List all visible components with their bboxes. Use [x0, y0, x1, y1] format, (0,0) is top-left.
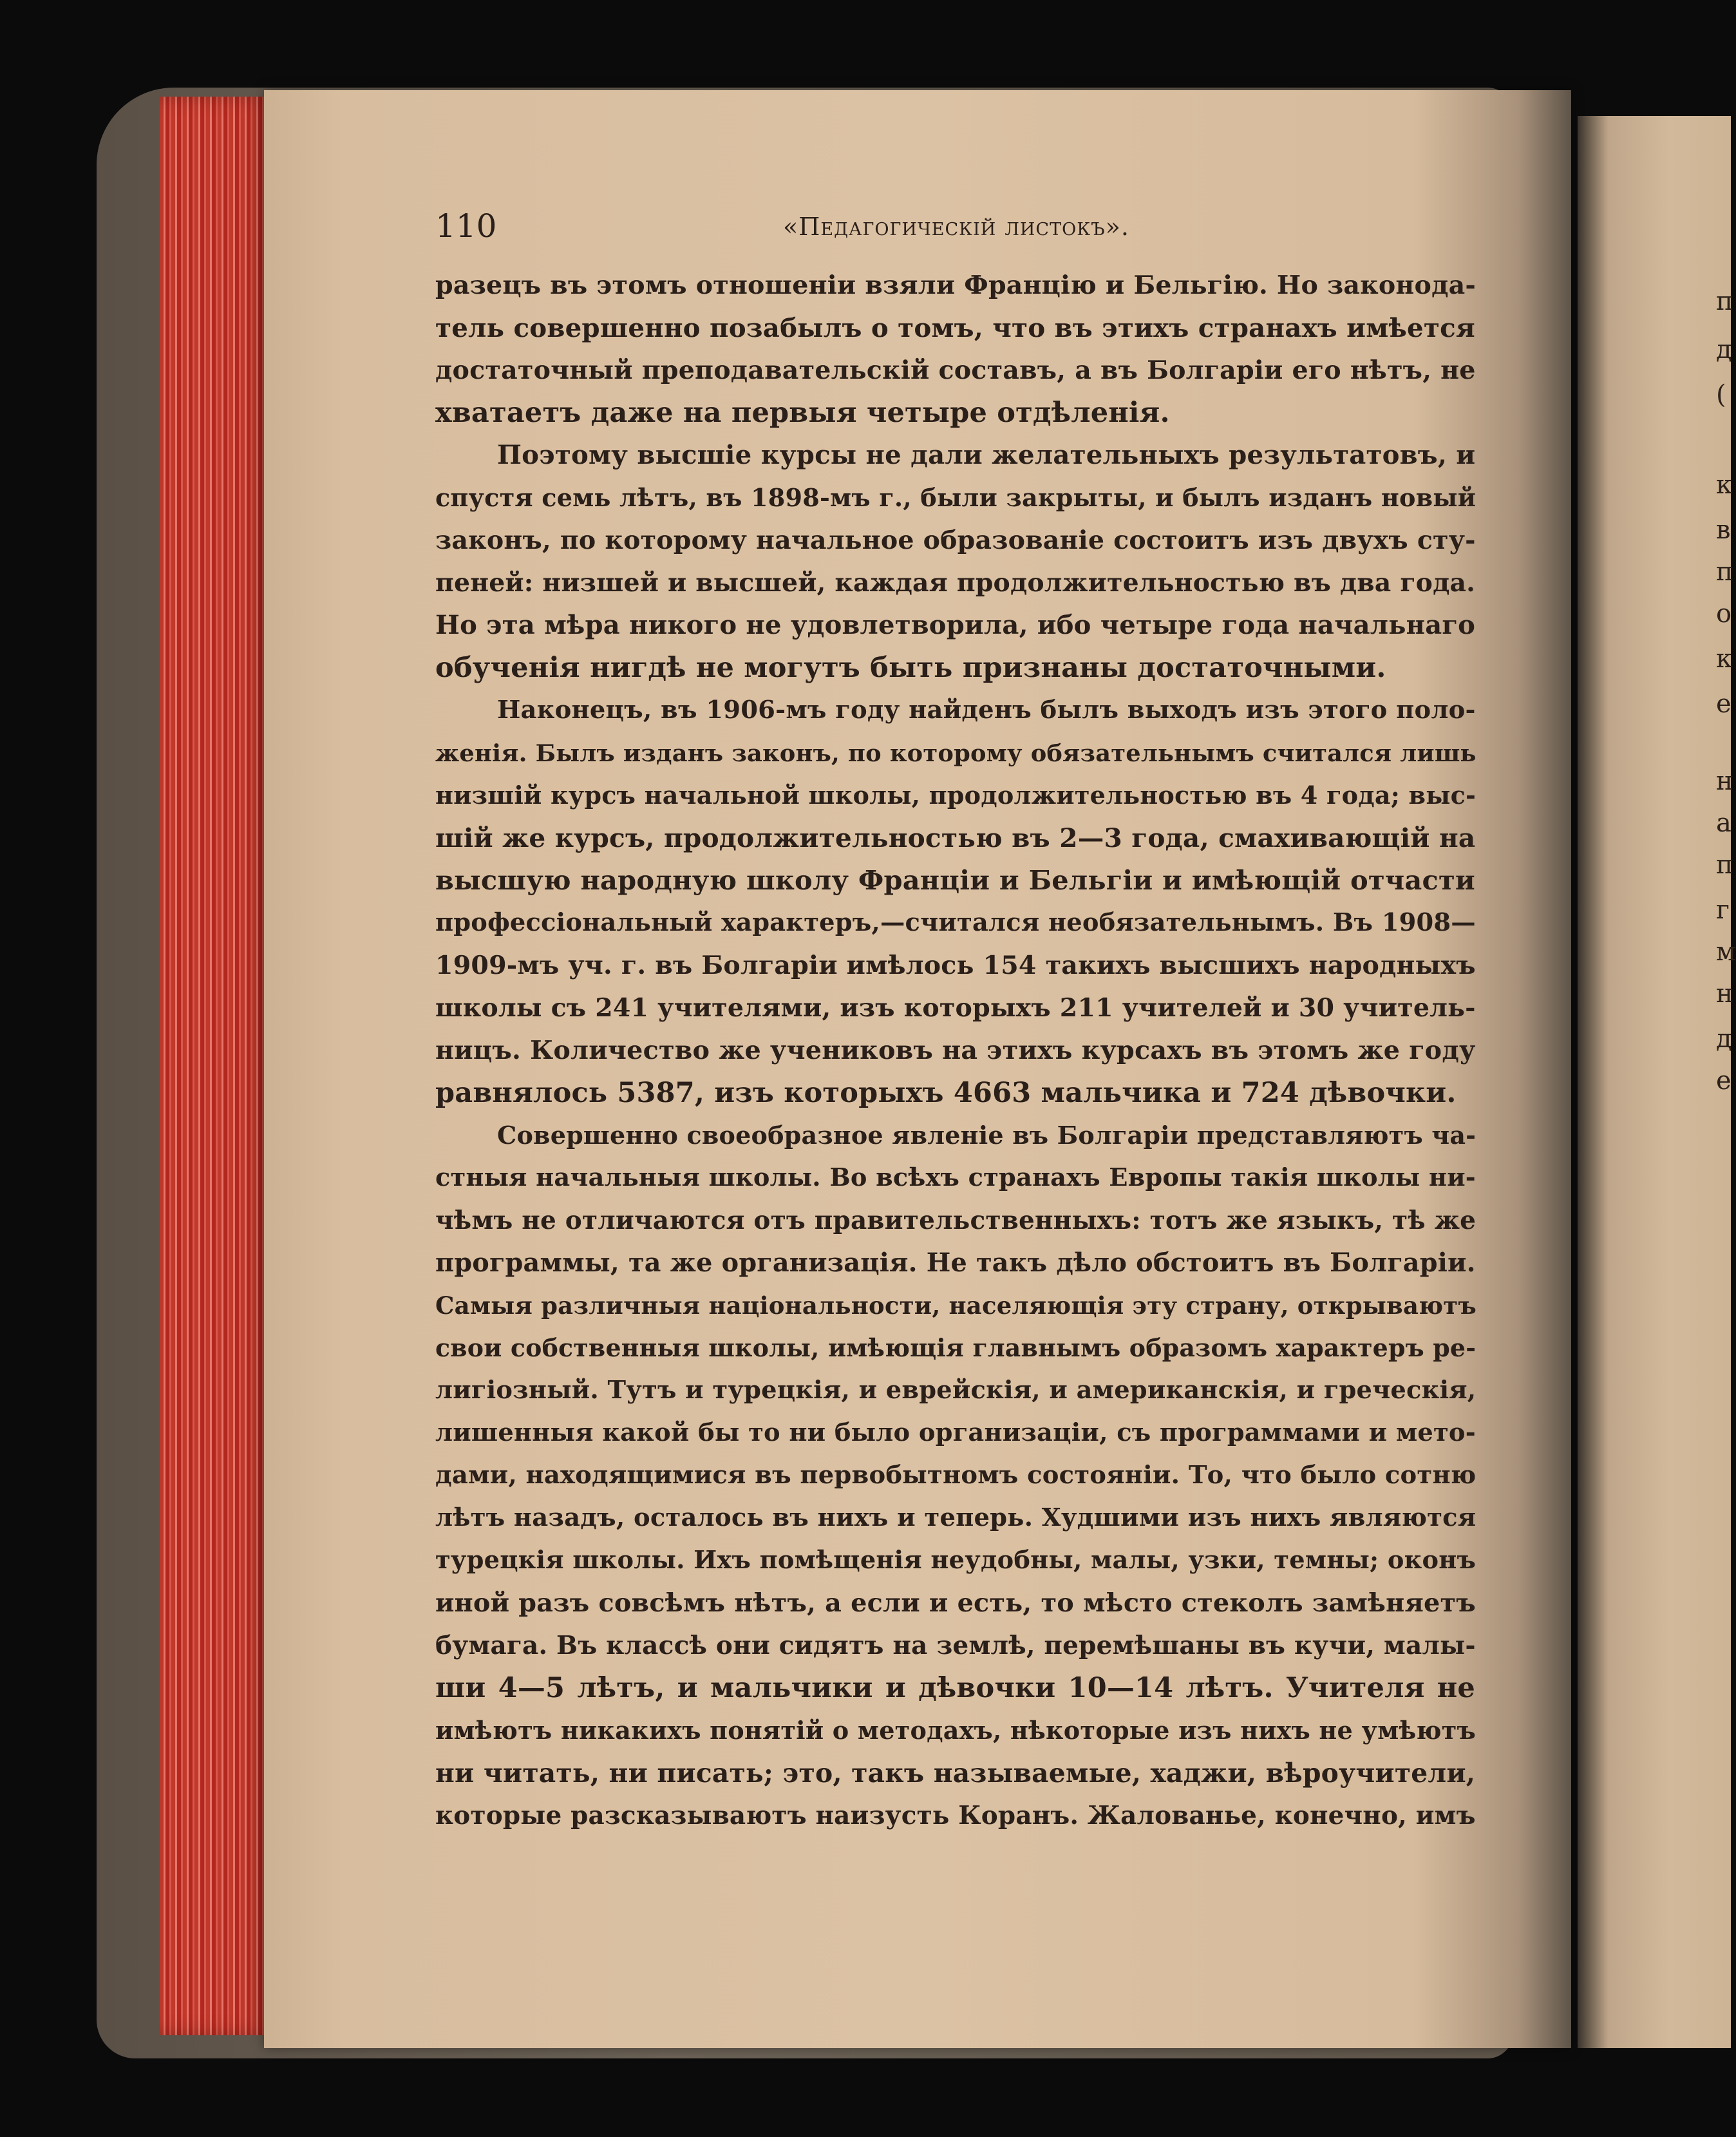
text-line: женія. Былъ изданъ законъ, по которому обязательнымъ считался лишь — [435, 739, 1477, 767]
text-line: равнялось 5387, изъ которыхъ 4663 мальчика и 724 дѣвочки. — [435, 1077, 1457, 1109]
text-line: ницъ. Количество же учениковъ на этихъ курсахъ въ этомъ же году — [435, 1036, 1476, 1065]
text-line: обученія нигдѣ не могутъ быть признаны достаточными. — [435, 652, 1386, 684]
next-page-fragment: к — [1716, 644, 1732, 674]
next-page-fragment: н — [1716, 766, 1733, 796]
next-page-fragment: м — [1716, 937, 1736, 967]
text-line: которые разсказываютъ наизусть Коранъ. Жалованье, конечно, имъ — [435, 1801, 1476, 1830]
next-page-fragment: п — [1716, 287, 1733, 316]
text-line: Совершенно своеобразное явленіе въ Болгаріи представляютъ ча- — [497, 1121, 1477, 1150]
page-number: 110 — [435, 207, 497, 245]
text-line: хватаетъ даже на первыя четыре отдѣленія. — [435, 397, 1170, 429]
text-line: лигіозный. Тутъ и турецкія, и еврейскія, и американскія, и греческія, — [435, 1376, 1477, 1405]
text-line: Поэтому высшіе курсы не дали желательныхъ результатовъ, и — [497, 440, 1476, 470]
journal-title: «Педагогическій листокъ». — [783, 213, 1129, 241]
page-text-block — [435, 200, 1475, 1837]
running-head — [435, 200, 1475, 264]
text-line: разецъ въ этомъ отношеніи взяли Францію и Бельгію. Но законода- — [435, 271, 1476, 300]
next-page-fragment: д — [1716, 335, 1732, 365]
next-page-edge — [1578, 116, 1731, 2048]
next-page-fragment: н — [1716, 979, 1733, 1009]
text-line: низшій курсъ начальной школы, продолжительностью въ 4 года; выс- — [435, 781, 1477, 810]
text-line: Наконецъ, въ 1906-мъ году найденъ былъ выходъ изъ этого поло- — [497, 696, 1476, 725]
text-line: тель совершенно позабылъ о томъ, что въ этихъ странахъ имѣется — [435, 312, 1475, 343]
next-page-fragment: к — [1716, 470, 1732, 500]
text-line: школы съ 241 учителями, изъ которыхъ 211 учителей и 30 учитель- — [435, 993, 1476, 1023]
next-page-fragment: в — [1716, 515, 1731, 545]
text-line: лѣтъ назадъ, осталось въ нихъ и теперь. Худшими изъ нихъ являются — [435, 1503, 1477, 1532]
next-page-fragment: г — [1716, 895, 1730, 925]
next-page-fragment: д — [1716, 1024, 1732, 1054]
next-page-fragment: ( — [1716, 380, 1726, 410]
text-line: спустя семь лѣтъ, въ 1898-мъ г., были закрыты, и былъ изданъ новый — [435, 483, 1477, 512]
text-line: Самыя различныя національности, населяющія эту страну, открываютъ — [435, 1291, 1477, 1320]
text-line: лишенныя какой бы то ни было организаціи, съ программами и мето- — [435, 1418, 1476, 1447]
next-page-fragment: п — [1716, 850, 1733, 880]
text-line: программы, та же организація. Не такъ дѣло обстоитъ въ Болгаріи. — [435, 1248, 1476, 1278]
text-line: стныя начальныя школы. Во всѣхъ странахъ Европы такія школы ни- — [435, 1163, 1476, 1192]
text-line: ши 4—5 лѣтъ, и мальчики и дѣвочки 10—14 лѣтъ. Учителя не — [435, 1672, 1475, 1704]
text-line: бумага. Въ классѣ они сидятъ на землѣ, перемѣшаны въ кучи, малы- — [435, 1631, 1476, 1660]
red-page-edges — [160, 97, 272, 2035]
text-line: имѣютъ никакихъ понятій о методахъ, нѣкоторые изъ нихъ не умѣютъ — [435, 1716, 1476, 1745]
text-line: высшую народную школу Франціи и Бельгіи и имѣющій отчасти — [435, 864, 1475, 896]
text-line: чѣмъ не отличаются отъ правительственныхъ: тотъ же языкъ, тѣ же — [435, 1206, 1477, 1235]
next-page-fragment: а — [1716, 808, 1731, 838]
text-line: пеней: низшей и высшей, каждая продолжительностью въ два года. — [435, 568, 1476, 598]
next-page-fragment: е — [1716, 1066, 1731, 1096]
text-line: 1909-мъ уч. г. въ Болгаріи имѣлось 154 такихъ высшихъ народныхъ — [435, 951, 1476, 980]
next-page-fragment: о — [1716, 599, 1732, 629]
text-line: ни читать, ни писать; это, такъ называемые, хаджи, вѣроучители, — [435, 1758, 1476, 1789]
text-line: достаточный преподавательскій составъ, а въ Болгаріи его нѣтъ, не — [435, 356, 1476, 385]
text-line: иной разъ совсѣмъ нѣтъ, а если и есть, то мѣсто стеколъ замѣняетъ — [435, 1588, 1476, 1618]
text-line: профессіональный характеръ,—считался необязательнымъ. Въ 1908— — [435, 908, 1476, 937]
text-line: дами, находящимися въ первобытномъ состояніи. То, что было сотню — [435, 1461, 1477, 1490]
text-line: шій же курсъ, продолжительностью въ 2—3 года, смахивающій на — [435, 822, 1476, 853]
next-page-fragment: п — [1716, 557, 1733, 587]
text-line: законъ, по которому начальное образованіе состоитъ изъ двухъ сту- — [435, 526, 1476, 555]
text-line: свои собственныя школы, имѣющія главнымъ образомъ характеръ ре- — [435, 1333, 1477, 1362]
body-text — [435, 264, 1475, 1837]
text-line: Но эта мѣра никого не удовлетворила, ибо четыре года начальнаго — [435, 610, 1476, 640]
next-page-fragment: е — [1716, 689, 1731, 719]
text-line: турецкія школы. Ихъ помѣщенія неудобны, малы, узки, темны; оконъ — [435, 1546, 1477, 1575]
